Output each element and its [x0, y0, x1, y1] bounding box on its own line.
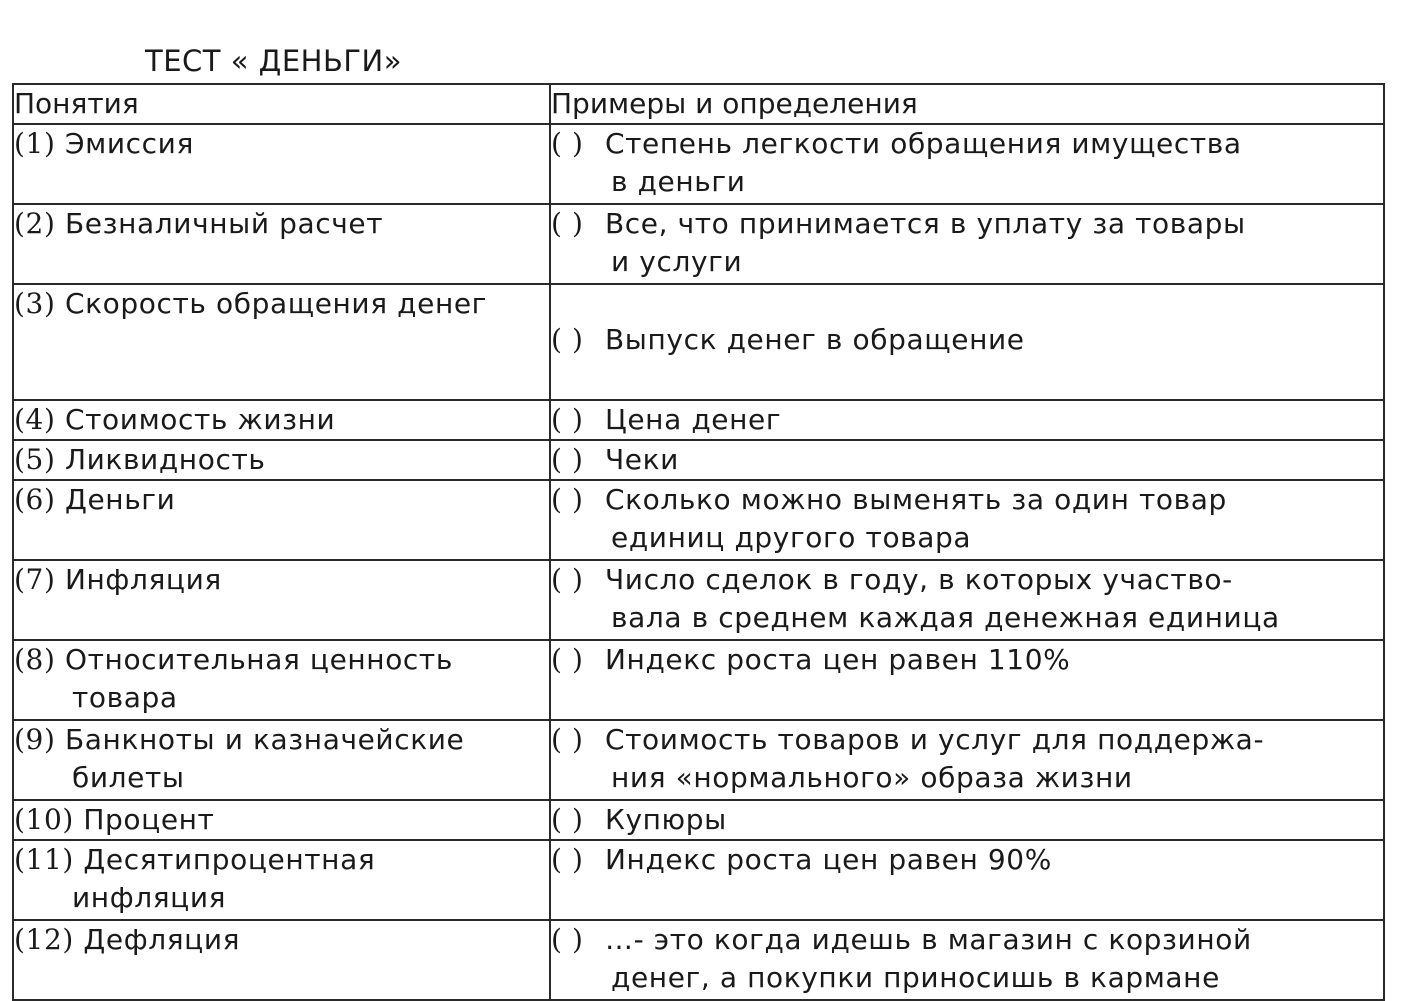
- definition-text: Сколько можно выменять за один товар: [605, 483, 1227, 516]
- header-examples: Примеры и определения: [550, 84, 1384, 124]
- definition-cell: [550, 920, 1384, 1000]
- term-number: (5): [14, 443, 56, 476]
- definition-text: …- это когда идешь в магазин с корзиной: [605, 923, 1252, 956]
- definition-cell: [550, 400, 1384, 440]
- table-row: [13, 720, 1384, 800]
- definition-text: Купюры: [605, 803, 727, 836]
- term-number: (11): [14, 843, 74, 876]
- answer-blank[interactable]: ( ): [551, 843, 584, 876]
- term-text: Инфляция: [64, 563, 222, 596]
- term-cell: [13, 640, 550, 720]
- term-number: (7): [14, 563, 56, 596]
- term-text: Скорость обращения денег: [64, 287, 487, 320]
- term-text: Безналичный расчет: [64, 207, 384, 240]
- term-number: (9): [14, 723, 56, 756]
- table-row: [13, 560, 1384, 640]
- definition-cell: [550, 800, 1384, 840]
- term-text: Деньги: [64, 483, 176, 516]
- definition-text: Индекс роста цен равен 110%: [605, 643, 1071, 676]
- term-cell: [13, 480, 550, 560]
- term-cell: [13, 800, 550, 840]
- term-text-cont: товара: [72, 681, 178, 714]
- header-concepts: Понятия: [13, 84, 550, 124]
- term-number: (12): [14, 923, 74, 956]
- answer-blank[interactable]: ( ): [551, 443, 584, 476]
- term-text: Относительная ценность: [64, 643, 453, 676]
- table-row: [13, 204, 1384, 284]
- table-row: [13, 284, 1384, 400]
- table-row: [13, 640, 1384, 720]
- term-text-cont: инфляция: [72, 881, 227, 914]
- definition-cell: [550, 204, 1384, 284]
- answer-blank[interactable]: ( ): [551, 923, 584, 956]
- term-cell: [13, 400, 550, 440]
- term-cell: [13, 840, 550, 920]
- term-number: (1): [14, 127, 56, 160]
- definition-text-cont: вала в среднем каждая денежная единица: [611, 601, 1280, 634]
- table-row: [13, 920, 1384, 1000]
- answer-blank[interactable]: ( ): [551, 643, 584, 676]
- term-number: (6): [14, 483, 56, 516]
- definition-text-cont: и услуги: [611, 245, 743, 278]
- answer-blank[interactable]: ( ): [551, 403, 584, 436]
- definition-text: Число сделок в году, в которых участво-: [605, 563, 1233, 596]
- term-number: (3): [14, 287, 56, 320]
- definition-cell: [550, 720, 1384, 800]
- answer-blank[interactable]: ( ): [551, 803, 584, 836]
- table-row: [13, 440, 1384, 480]
- term-text-cont: билеты: [72, 761, 185, 794]
- definition-text: Степень легкости обращения имущества: [605, 127, 1242, 160]
- term-number: (10): [14, 803, 74, 836]
- answer-blank[interactable]: ( ): [551, 723, 584, 756]
- term-text: Десятипроцентная: [83, 843, 376, 876]
- definition-cell: [550, 284, 1384, 400]
- term-text: Стоимость жизни: [64, 403, 336, 436]
- term-cell: [13, 124, 550, 204]
- term-text: Дефляция: [83, 923, 241, 956]
- definition-cell: [550, 480, 1384, 560]
- definition-text: Цена денег: [605, 403, 782, 436]
- table-row: [13, 840, 1384, 920]
- term-text: Банкноты и казначейские: [64, 723, 465, 756]
- table-row: [13, 400, 1384, 440]
- definition-text: Выпуск денег в обращение: [605, 323, 1025, 356]
- definition-text-cont: денег, а покупки приносишь в кармане: [611, 961, 1220, 994]
- term-text: Процент: [83, 803, 215, 836]
- table-row: [13, 480, 1384, 560]
- definition-text: Стоимость товаров и услуг для поддержа-: [605, 723, 1265, 756]
- term-cell: [13, 284, 550, 400]
- definition-cell: [550, 440, 1384, 480]
- term-cell: [13, 920, 550, 1000]
- term-number: (4): [14, 403, 56, 436]
- answer-blank[interactable]: ( ): [551, 207, 584, 240]
- table-row: [13, 124, 1384, 204]
- definition-text: Чеки: [605, 443, 679, 476]
- answer-blank[interactable]: ( ): [551, 563, 584, 596]
- definition-text: Индекс роста цен равен 90%: [605, 843, 1052, 876]
- table-header-row: [13, 84, 1384, 124]
- definition-text-cont: ния «нормального» образа жизни: [611, 761, 1133, 794]
- answer-blank[interactable]: ( ): [551, 483, 584, 516]
- answer-blank[interactable]: ( ): [551, 127, 584, 160]
- term-cell: [13, 560, 550, 640]
- test-table: [12, 83, 1385, 1001]
- term-text: Ликвидность: [64, 443, 266, 476]
- term-text: Эмиссия: [64, 127, 194, 160]
- definition-text-cont: единиц другого товара: [611, 521, 972, 554]
- table-row: [13, 800, 1384, 840]
- definition-cell: [550, 124, 1384, 204]
- definition-text-cont: в деньги: [611, 165, 746, 198]
- term-cell: [13, 720, 550, 800]
- page-title: ТЕСТ « ДЕНЬГИ»: [145, 44, 402, 78]
- term-cell: [13, 440, 550, 480]
- term-number: (2): [14, 207, 56, 240]
- definition-cell: [550, 560, 1384, 640]
- term-number: (8): [14, 643, 56, 676]
- definition-cell: [550, 840, 1384, 920]
- definition-text: Все, что принимается в уплату за товары: [605, 207, 1246, 240]
- definition-cell: [550, 640, 1384, 720]
- term-cell: [13, 204, 550, 284]
- answer-blank[interactable]: ( ): [551, 323, 584, 356]
